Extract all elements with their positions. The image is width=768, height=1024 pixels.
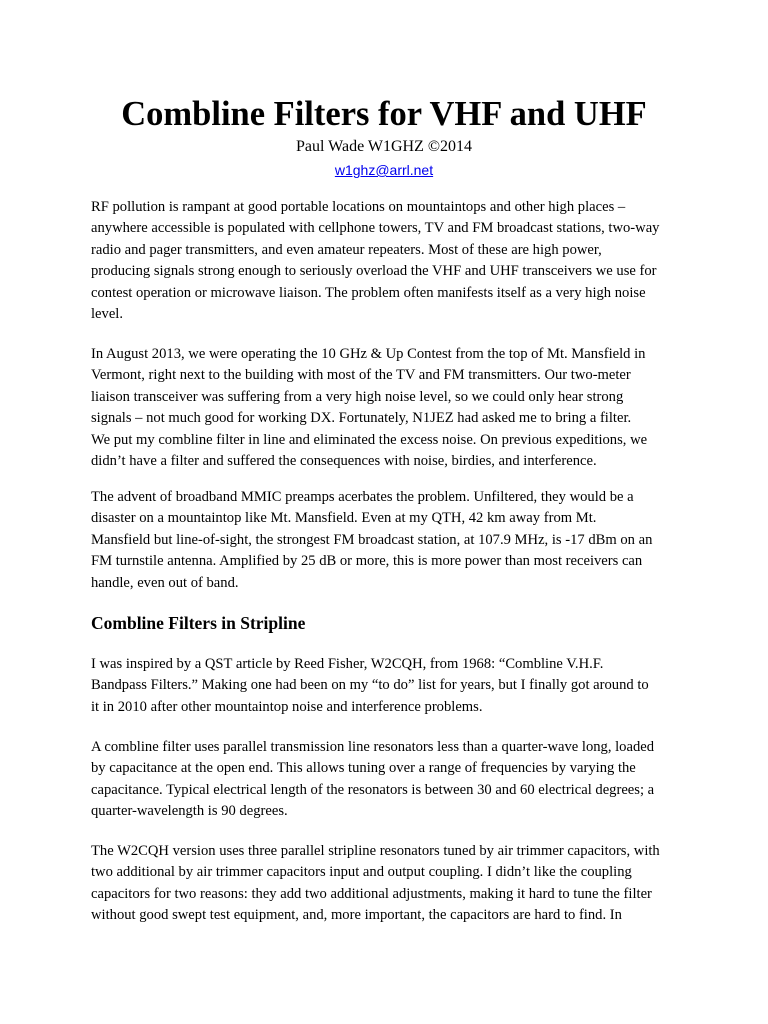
section-heading: Combline Filters in Stripline — [91, 613, 306, 633]
paragraph-line: producing signals strong enough to seriously overload the VHF and UHF transceivers we use for — [91, 263, 657, 280]
paragraph-line: radio and pager transmitters, and even amateur repeaters. Most of these are high power, — [91, 241, 602, 258]
paragraph-line: RF pollution is rampant at good portable locations on mountaintops and other high places – — [91, 199, 626, 215]
paragraph-line: contest operation or microwave liaison. The problem often manifests itself as a very high noise — [91, 284, 646, 301]
paragraph-line: Vermont, right next to the building with most of the TV and FM transmitters. Our two-meter — [91, 367, 631, 384]
paragraph-line: disaster on a mountaintop like Mt. Mansfield. Even at my QTH, 42 km away from Mt. — [91, 510, 597, 527]
paragraph-line: liaison transceiver was suffering from a very high noise level, so we could only hear strong — [91, 388, 624, 405]
paragraph-line: The advent of broadband MMIC preamps acerbates the problem. Unfiltered, they would be a — [91, 489, 634, 505]
paragraph-line: signals – not much good for working DX. Fortunately, N1JEZ had asked me to bring a filter. — [91, 410, 632, 427]
paragraph-line: Mansfield but line-of-sight, the strongest FM broadcast station, at 107.9 MHz, is -17 dBm on an — [91, 531, 653, 548]
paragraph-line: two additional by air trimmer capacitors input and output coupling. I didn’t like the coupling — [91, 864, 632, 881]
paragraph-line: In August 2013, we were operating the 10 GHz & Up Contest from the top of Mt. Mansfield in — [91, 346, 646, 362]
author-email-link[interactable]: w1ghz@arrl.net — [334, 162, 434, 178]
paragraph-line: without good swept test equipment, and, more important, the capacitors are hard to find. In — [91, 907, 622, 924]
paragraph-line: it in 2010 after other mountaintop noise and interference problems. — [91, 698, 483, 715]
paragraph-line: anywhere accessible is populated with cellphone towers, TV and FM broadcast stations, two-way — [91, 220, 660, 237]
paragraph-line: A combline filter uses parallel transmission line resonators less than a quarter-wave long, loaded — [91, 739, 655, 755]
paragraph-intro-1 — [91, 197, 691, 325]
paragraph-line: quarter-wavelength is 90 degrees. — [91, 803, 288, 820]
document-title: Combline Filters for VHF and UHF — [121, 95, 647, 133]
paragraph-section-3 — [91, 841, 691, 927]
paragraph-intro-2 — [91, 344, 691, 472]
paragraph-line: The W2CQH version uses three parallel stripline resonators tuned by air trimmer capacitors, with — [91, 843, 660, 859]
paragraph-line: We put my combline filter in line and eliminated the excess noise. On previous expeditions, we — [91, 431, 648, 448]
paragraph-section-2 — [91, 737, 691, 823]
paragraph-line: FM turnstile antenna. Amplified by 25 dB or more, this is more power than most receivers can — [91, 553, 643, 570]
paragraph-line: Bandpass Filters.” Making one had been on my “to do” list for years, but I finally got around to — [91, 677, 649, 694]
author-line: Paul Wade W1GHZ ©2014 — [295, 138, 473, 155]
paragraph-line: capacitors for two reasons: they add two additional adjustments, making it hard to tune the filter — [91, 885, 652, 902]
paragraph-line: didn’t have a filter and suffered the consequences with noise, birdies, and interference. — [91, 452, 597, 469]
paragraph-intro-3 — [91, 487, 691, 594]
paragraph-line: capacitance. Typical electrical length of the resonators is between 30 and 60 electrical degrees; a — [91, 781, 655, 798]
paragraph-section-1 — [91, 654, 691, 718]
paragraph-line: I was inspired by a QST article by Reed Fisher, W2CQH, from 1968: “Combline V.H.F. — [91, 656, 604, 672]
email-line — [0, 160, 768, 180]
paragraph-line: level. — [91, 305, 124, 322]
paragraph-line: handle, even out of band. — [91, 574, 239, 591]
paragraph-line: by capacitance at the open end. This allows tuning over a range of frequencies by varying the — [91, 760, 636, 777]
